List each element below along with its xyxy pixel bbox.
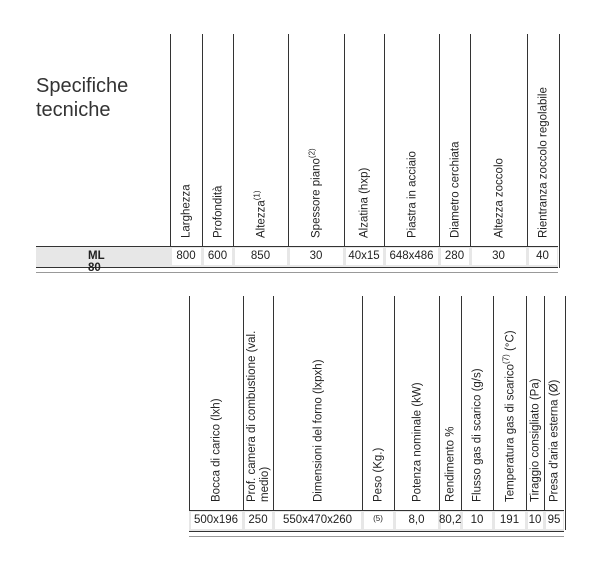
section-title	[36, 74, 128, 122]
table2-column-7	[493, 296, 527, 530]
table1-column-6	[439, 34, 471, 268]
table1-header-2: Altezza$^{(1)}$	[252, 190, 267, 238]
table2-column-4	[394, 296, 440, 530]
table1-value-1: 600	[207, 250, 228, 262]
table2-column-8	[526, 296, 545, 530]
table1-header-4: Alzatina (hxp)	[358, 167, 371, 238]
table2-header-0: Bocca di carico (lxh)	[210, 398, 223, 502]
table2-column-3	[362, 296, 395, 530]
table2-value-8: 10	[528, 514, 542, 526]
table1-column-8	[527, 34, 560, 268]
table2-value-6: 10	[470, 514, 484, 526]
table2-column-0	[189, 296, 244, 530]
table2-header-1: Prof. camera di combustione (val. medio)	[246, 330, 271, 502]
table2-value-1: 250	[248, 514, 268, 526]
table2-bottom-rule	[189, 536, 564, 537]
table1-bottom-rule	[36, 272, 558, 273]
table2-header-3: Peso (Kg.)	[372, 447, 385, 502]
table1-value-3: 30	[309, 250, 323, 262]
table2-value-7: 191	[499, 514, 520, 526]
table1-value-8: 40	[536, 250, 549, 262]
table1-column-2	[233, 34, 289, 268]
table2-column-2	[273, 296, 363, 530]
table1-value-7: 30	[492, 250, 505, 262]
table1-header-3: Spessore piano$^{(2)}$	[307, 148, 323, 238]
table1-value-4: 40x15	[348, 250, 380, 262]
table1-column-0	[170, 34, 203, 268]
table1-header-6: Diametro cerchiata	[449, 141, 461, 238]
table1-header-5: Piastra in acciaio	[406, 151, 418, 238]
table1-row-label: ML 80	[88, 250, 105, 274]
table1-header-1: Profondità	[212, 185, 224, 238]
table2-value-3: (5)	[373, 514, 383, 523]
table1-header-0: Larghezza	[180, 184, 193, 238]
table1-column-4	[344, 34, 385, 268]
table2-value-0: 500x196	[193, 514, 239, 526]
table2-header-8: Tiraggio consigliato (Pa)	[529, 378, 542, 502]
table2-value-2: 550x470x260	[282, 514, 353, 526]
table2-value-4: 8,0	[408, 514, 425, 526]
table1-value-5: 648x486	[389, 250, 434, 262]
table1-column-3	[288, 34, 345, 268]
table2-header-4: Potenza nominale (kW)	[411, 382, 423, 502]
table1-value-2: 850	[250, 250, 271, 262]
table1-column-1	[202, 34, 234, 268]
table2-value-9: 95	[547, 514, 561, 526]
table1-value-6: 280	[444, 250, 465, 262]
section-title-line-1: Specifiche	[36, 75, 129, 97]
table1-column-5	[384, 34, 440, 268]
section-title-line-2: tecniche	[36, 99, 111, 121]
table1-value-0: 800	[176, 250, 196, 262]
table1-column-7	[470, 34, 528, 268]
table2-value-5: 80,2	[439, 514, 462, 526]
table2-header-6: Flusso gas di scarico (g/s)	[471, 368, 484, 502]
table1-header-7: Altezza zoccolo	[493, 158, 505, 238]
table2-column-9	[544, 296, 566, 530]
table2-column-6	[461, 296, 494, 530]
table2-header-2: Dimensioni del forno (lxpxh)	[312, 359, 324, 502]
table1-header-8: Rientranza zoccolo regolabile	[537, 87, 549, 238]
table2-header-9: Presa d'aria esterna (Ø)	[548, 379, 561, 502]
table2-column-5	[439, 296, 462, 530]
table2-column-1	[243, 296, 274, 530]
table2-header-7: Temperatura gas di scarico$^{(7)}$ (°C)	[501, 330, 516, 502]
table2-header-5: Rendimento %	[444, 426, 457, 502]
